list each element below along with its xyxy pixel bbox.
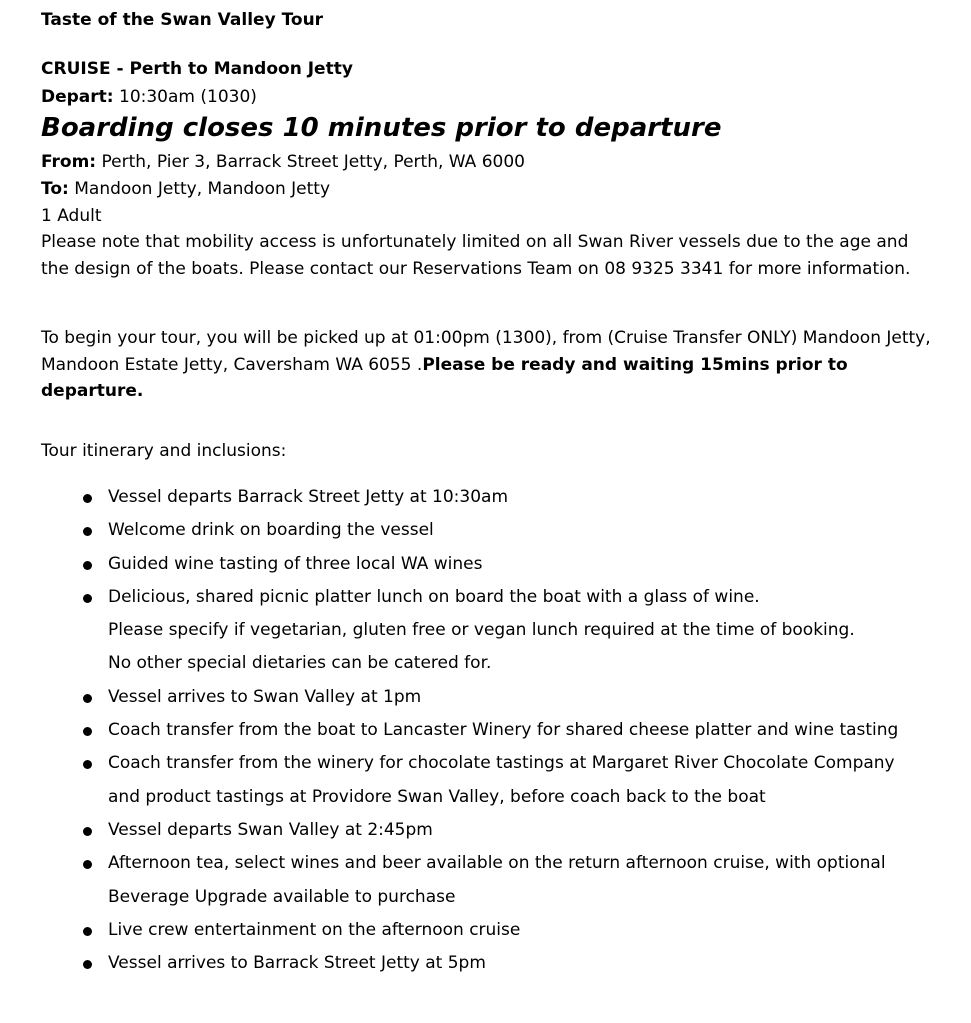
list-item-text: Live crew entertainment on the afternoon cruise <box>108 919 521 940</box>
bullet-icon <box>83 827 92 836</box>
list-item <box>0 914 971 947</box>
depart-label: Depart: <box>41 87 114 107</box>
itinerary-list <box>0 481 971 980</box>
dietary-restriction: No other special dietaries can be catered for. <box>108 653 492 674</box>
list-item <box>0 514 971 547</box>
to-label: To: <box>41 179 69 199</box>
list-item-text: Coach transfer from the winery for chocolate tastings at Margaret River Chocolate Company and product tastings at Providore Swan Valley, before coach back to the boat <box>108 753 895 807</box>
mobility-note: Please note that mobility access is unfortunately limited on all Swan River vessels due to the age and the design of the boats. Please contact our Reservations Team on 08 9325 3341 for more information. <box>41 232 911 279</box>
to-line <box>41 178 330 200</box>
pickup-text: To begin your tour, you will be picked up at 01:00pm (1300), from (Cruise Transfer ONLY) Mandoon Jetty, Mandoon Estate Jetty, Caversham WA 6055 . <box>41 328 931 375</box>
passenger-count: 1 Adult <box>41 206 102 226</box>
bullet-icon <box>83 760 92 769</box>
bullet-icon <box>83 960 92 969</box>
depart-line <box>41 86 257 108</box>
pickup-emphasis: Please be ready and waiting 15mins prior to departure. <box>41 354 848 401</box>
list-item-text: Delicious, shared picnic platter lunch on board the boat with a glass of wine. <box>108 586 760 607</box>
itinerary-heading: Tour itinerary and inclusions: <box>41 441 287 461</box>
bullet-icon <box>83 694 92 703</box>
list-item-text: Guided wine tasting of three local WA wines <box>108 553 483 574</box>
boarding-notice: Boarding closes 10 minutes prior to departure <box>41 113 722 143</box>
list-item <box>0 947 971 980</box>
list-item-text: Afternoon tea, select wines and beer available on the return afternoon cruise, with optional Beverage Upgrade available to purchase <box>108 853 886 907</box>
list-item <box>0 581 971 681</box>
bullet-icon <box>83 927 92 936</box>
bullet-icon <box>83 561 92 570</box>
dietary-note: Please specify if vegetarian, gluten free or vegan lunch required at the time of booking. <box>108 620 855 641</box>
list-item <box>0 548 971 581</box>
list-item <box>0 681 971 714</box>
list-item-text: Vessel arrives to Barrack Street Jetty at 5pm <box>108 953 486 974</box>
from-value: Perth, Pier 3, Barrack Street Jetty, Perth, WA 6000 <box>101 152 525 172</box>
list-item-text: Vessel arrives to Swan Valley at 1pm <box>108 686 422 707</box>
bullet-icon <box>83 594 92 603</box>
bullet-icon <box>83 494 92 503</box>
list-item-text: Welcome drink on boarding the vessel <box>108 520 434 541</box>
depart-value: 10:30am (1030) <box>119 87 257 107</box>
list-item-text: Vessel departs Barrack Street Jetty at 10:30am <box>108 487 508 507</box>
bullet-icon <box>83 727 92 736</box>
list-item <box>0 747 971 814</box>
list-item <box>0 714 971 747</box>
list-item-text: Coach transfer from the boat to Lancaster Winery for shared cheese platter and wine tasting <box>108 720 899 741</box>
list-item <box>0 481 971 514</box>
list-item-text: Vessel departs Swan Valley at 2:45pm <box>108 819 433 840</box>
list-item <box>0 814 971 847</box>
bullet-icon <box>83 527 92 536</box>
from-label: From: <box>41 152 97 172</box>
to-value: Mandoon Jetty, Mandoon Jetty <box>74 179 331 199</box>
pickup-paragraph <box>41 325 941 405</box>
list-item <box>0 847 971 914</box>
bullet-icon <box>83 860 92 869</box>
tour-title: Taste of the Swan Valley Tour <box>41 10 324 30</box>
cruise-title: CRUISE - Perth to Mandoon Jetty <box>41 59 353 79</box>
from-line <box>41 151 525 173</box>
